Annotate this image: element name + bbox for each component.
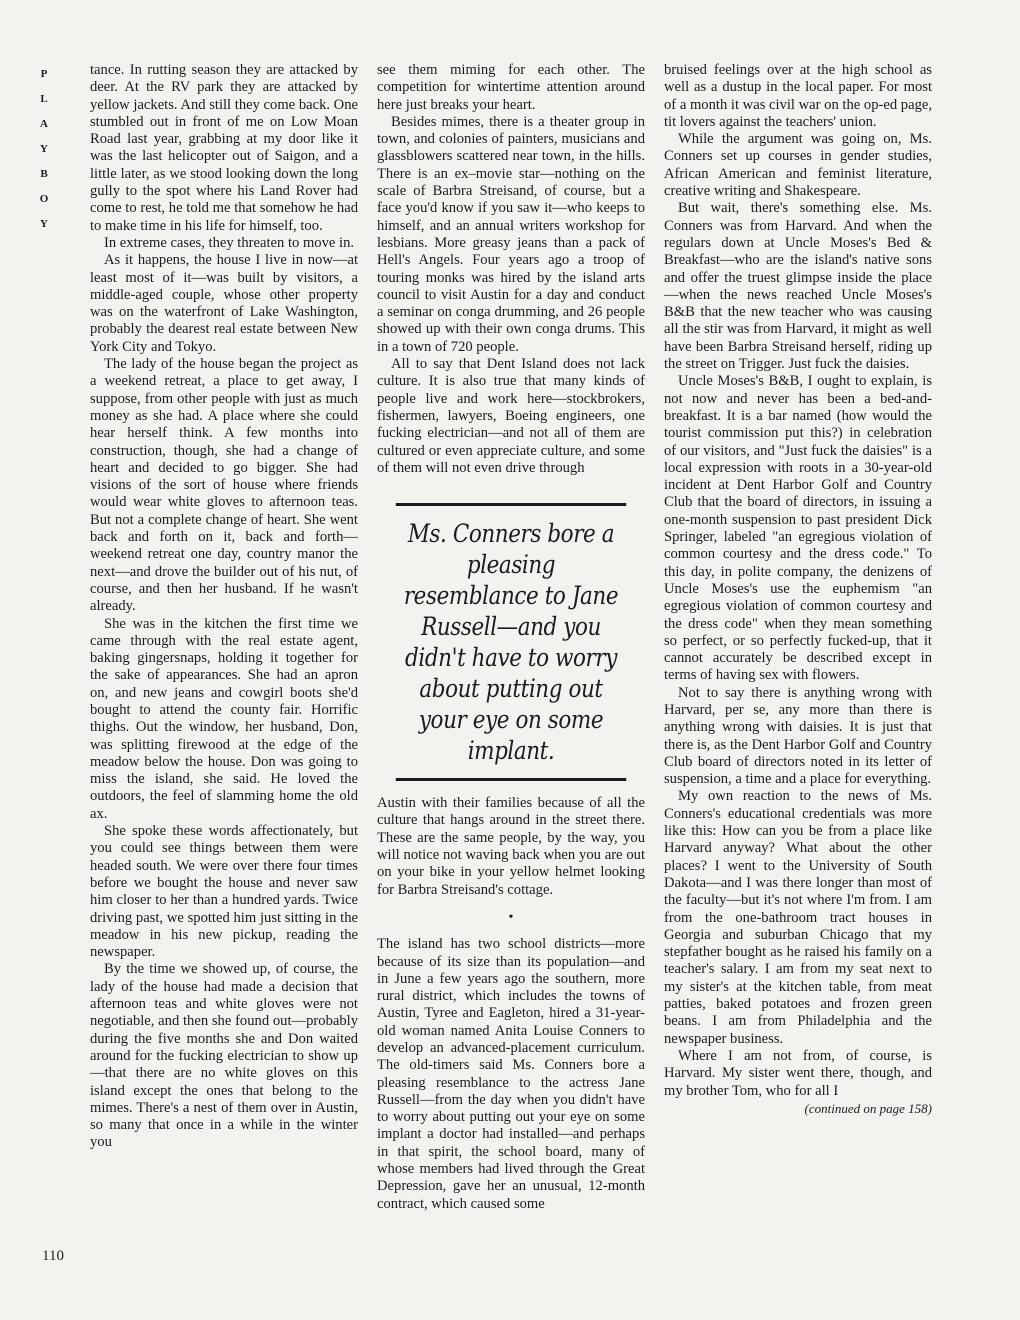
paragraph: But wait, there's something else. Ms. Conners was from Harvard. And when the regulars down at Uncle Moses's Bed & Breakfast—who are the island's native sons and offer the truest glimpse inside the place—when the news reached Uncle Moses's B&B that the new teacher who was causing all the stir was from Harvard, it might as well have been Barbra Streisand herself, riding up the street on Trigger. Just fuck the daisies.	[664, 200, 932, 373]
continued-note: (continued on page 158)	[804, 1100, 932, 1116]
section-break-bullet: •	[508, 909, 514, 925]
paragraph: Besides mimes, there is a theater group in town, and colonies of painters, musicians and glassblowers scattered near town, in the hills. There is an ex–movie star—nothing on the scale of Barbra Streisand, of course, but a face you'd know if you saw it—who keeps to himself, and an annual writers workshop for lesbians. More greasy jeans than a pack of Hell's Angels. Four years ago a troop of touring monks was hired by the island arts council to visit Austin for a day and conduct a seminar on conga drumming, and 26 people showed up with their own conga drums. This in a town of 720 people.	[377, 113, 645, 355]
text-column-1	[90, 62, 358, 1152]
paragraph: Not to say there is anything wrong with Harvard, per se, any more than there is anything wrong with daisies. It is just that there is, as the Dent Harbor Golf and Country Club board of directors noted in its letter of suspension, a time and a place for everything.	[664, 684, 932, 788]
paragraph: The island has two school districts—more because of its size than its population—and in June a few years ago the southern, more rural district, which includes the towns of Austin, Tyree and Eagleton, hired a 31-year-old woman named Anita Louise Conners to develop an advanced-placement curriculum. The old-timers said Ms. Conners bore a pleasing resemblance to the actress Jane Russell—from the day when you didn't have to worry about putting out your eye on some implant a doctor had installed—and perhaps in that spirit, the school board, many of whose members had lived through the Great Depression, gave her an unusual, 12-month contract, which caused some	[377, 936, 645, 1212]
paragraph: bruised feelings over at the high school as well as a dustup in the local paper. For most of a month it was civil war on the op-ed page, tit lovers against the teachers' union.	[664, 62, 932, 130]
magazine-letter: B	[40, 168, 48, 180]
paragraph: see them miming for each other. The competition for wintertime attention around here just breaks your heart.	[377, 62, 645, 113]
paragraph: My own reaction to the news of Ms. Conners's educational credentials was more like this: How can you be from a place like Harvard anyway? What about the other places? I went to the University of South Dakota—and I was there longer than most of the faculty—but it's not where I'm from. I am from the one-bathroom tract houses in Georgia and suburban Chicago that my stepfather bought as he raised his family on a teacher's salary. I am from my seat next to my sister's at the kitchen table, from meat patties, baked potatoes and frozen green beans. I am from Philadelphia and the newspaper business.	[664, 788, 932, 1047]
paragraph: All to say that Dent Island does not lack culture. It is also true that many kinds of people live and work here—stockbrokers, fishermen, lawyers, Boeing engineers, one fucking electrician—and not all of them are cultured or even appreciate culture, and some of them will not even drive through	[377, 356, 645, 476]
paragraph: While the argument was going on, Ms. Conners set up courses in gender studies, African American and feminist literature, creative writing and Shakespeare.	[664, 131, 932, 200]
magazine-letter: Y	[40, 143, 48, 155]
paragraph: Where I am not from, of course, is Harvard. My sister went there, though, and my brother Tom, who for all I	[664, 1047, 932, 1099]
magazine-letter: P	[40, 68, 48, 80]
magazine-name-vertical	[36, 62, 52, 237]
magazine-letter: L	[40, 93, 48, 105]
paragraph: By the time we showed up, of course, the lady of the house had made a decision that afternoon teas and white gloves were not negotiable, and then she found out—probably during the five months she and Don waited around for the fucking electrician to show up—that there are no white gloves on this island except the ones that belong to the mimes. There's a nest of them over in Austin, so many that once in a while in the winter you	[90, 961, 358, 1151]
magazine-letter: O	[39, 193, 49, 205]
pull-quote: Ms. Conners bore a pleasing resemblance to Jane Russell—and you didn't have to worry about putting out your eye on some implant.	[396, 503, 626, 781]
text-column-2	[377, 62, 645, 1213]
magazine-letter: A	[40, 118, 48, 130]
paragraph: The lady of the house began the project as a weekend retreat, a place to get away, I suppose, from other people with just as much money as she had. A place where she could hear herself think. A few months into construction, though, she had a change of heart and decided to go bigger. She had visions of the sort of house where friends would wear white gloves to afternoon teas. But not a complete change of heart. She went back and forth on it, back and forth—weekend retreat one day, country manor the next—and drove the builder out of his nut, of course, and then her husband. If he wasn't already.	[90, 356, 358, 615]
paragraph: As it happens, the house I live in now—at least most of it—was built by visitors, a middle-aged couple, whose other property was on the waterfront of Lake Washington, probably the dearest real estate between New York City and Tokyo.	[90, 252, 358, 355]
paragraph: Austin with their families because of all the culture that hangs around in the street there. These are the same people, by the way, you will notice not waving back when you are out on your bike in your yellow helmet looking for Barbra Streisand's cottage.	[377, 795, 645, 898]
magazine-letter: Y	[40, 218, 48, 230]
page-number: 110	[42, 1248, 64, 1264]
paragraph: She was in the kitchen the first time we came through with the real estate agent, baking gingersnaps, holding it together for the sake of appearances. She had an apron on, and new jeans and cowgirl boots she'd bought to attend the county fair. Horrific thighs. Out the window, her husband, Don, was splitting firewood at the edge of the meadow below the house. Don was going to miss the island, she said. He loved the outdoors, the feel of slamming home the old ax.	[90, 615, 358, 822]
paragraph: tance. In rutting season they are attacked by deer. At the RV park they are attacked by yellow jackets. And still they come back. One stumbled out in front of me on Low Moan Road last year, grabbing at my door like it was the last helicopter out of Saigon, and a little later, as we stood looking down the long gully to the spot where his Land Rover had come to rest, he told me that somehow he had to make time in his life for himself, too.	[90, 62, 358, 234]
paragraph: Uncle Moses's B&B, I ought to explain, is not now and never has been a bed-and-breakfast. It is a bar named (how would the tourist commission put this?) in celebration of our visitors, and "Just fuck the daisies" is a local expression with roots in a 30-year-old incident at Dent Harbor Golf and Country Club that the board of directors, in issuing a one-month suspension to past president Dick Springer, labeled "an egregious violation of common courtesy and the dress code." To this day, in polite company, the denizens of Uncle Moses's use the euphemism "an egregious violation of common courtesy and the dress code" when they mean something so perfect, or so perfectly fucked-up, that it cannot accurately be described except in terms of having sex with flowers.	[664, 373, 932, 684]
text-column-3	[664, 62, 932, 1117]
paragraph: In extreme cases, they threaten to move in.	[104, 234, 355, 251]
paragraph: She spoke these words affectionately, but you could see things between them were headed south. We were over there four times before we bought the house and never saw him closer to her than a hundred yards. Twice driving past, we spotted him just sitting in the meadow in his new pickup, reading the newspaper.	[90, 823, 358, 961]
